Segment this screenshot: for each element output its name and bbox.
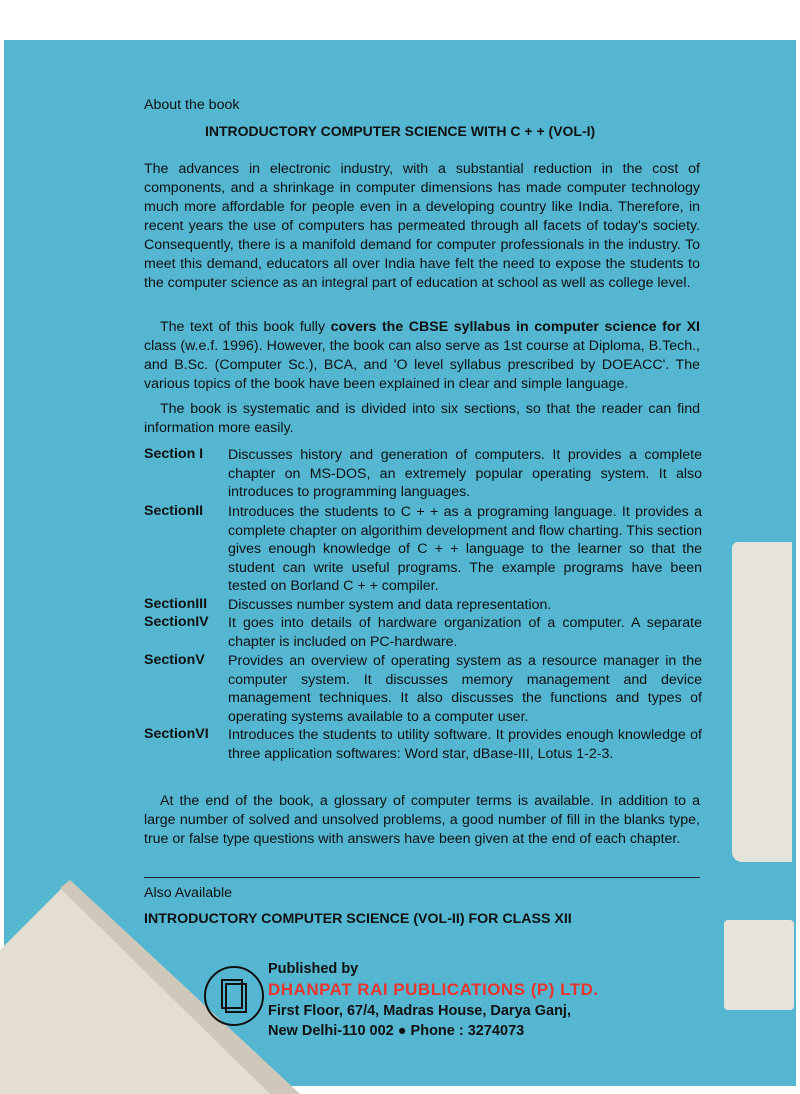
intro-paragraph: The advances in electronic industry, with a substantial reduction in the cost of components, and a shrinkage in computer dimensions has made computer technology much more affordable for people even in a developing country like India. Therefore, in recent years the use of computers has permeated through all facets of today's society. Consequently, there is a manifold demand for computer professionals in the industry. To meet this demand, educators all over India have felt the need to expose the students to the computer science as an integral part of education at school as well as college level. [144, 161, 700, 291]
publisher-address-line1: First Floor, 67/4, Madras House, Darya Ganj, [268, 1003, 571, 1019]
divider [144, 877, 700, 878]
publisher-logo [204, 966, 264, 1026]
syllabus-text-pre: The text of this book fully [160, 319, 331, 335]
structure-paragraph: The book is systematic and is divided into six sections, so that the reader can find information more easily. [144, 401, 700, 436]
section-label: SectionIV [144, 614, 209, 630]
also-available-title: INTRODUCTORY COMPUTER SCIENCE (VOL-II) FOR CLASS XII [144, 911, 572, 927]
section-description: Discusses history and generation of computers. It provides a complete chapter on MS-DOS, an extremely popular operating system. It also introduces to programming languages. [228, 447, 702, 500]
torn-patch [724, 920, 794, 1010]
section-label: SectionIII [144, 596, 208, 612]
section-label: SectionII [144, 503, 204, 519]
about-label: About the book [144, 97, 240, 113]
closing-paragraph: At the end of the book, a glossary of computer terms is available. In addition to a large number of solved and unsolved problems, a good number of fill in the blanks type, true or false type questions with answers have been given at the end of each chapter. [144, 793, 700, 847]
section-description: Discusses number system and data representation. [228, 597, 552, 613]
syllabus-paragraph [144, 318, 700, 394]
section-label: SectionVI [144, 726, 209, 742]
torn-patch [732, 542, 792, 862]
published-by-label: Published by [268, 961, 359, 977]
section-label: SectionV [144, 652, 205, 668]
section-label: Section I [144, 446, 204, 462]
section-description: Introduces the students to utility software. It provides enough knowledge of three application softwares: Word star, dBase-III, Lotus 1-2-3. [228, 727, 702, 762]
section-description: It goes into details of hardware organization of a computer. A separate chapter is included on PC-hardware. [228, 615, 702, 650]
book-title: INTRODUCTORY COMPUTER SCIENCE WITH C + + (VOL-I) [205, 123, 596, 139]
publisher-name: DHANPAT RAI PUBLICATIONS (P) LTD. [268, 980, 599, 999]
publisher-address-line2: New Delhi-110 002 ● Phone : 3274073 [268, 1023, 525, 1039]
section-description: Provides an overview of operating system as a resource manager in the computer system. It discusses memory management and device management techniques. It also discusses the functions and types of operating systems available to a computer user. [228, 653, 702, 725]
syllabus-text-bold: covers the CBSE syllabus in computer science for XI [330, 319, 701, 335]
also-available-label: Also Available [144, 885, 233, 901]
book-icon [206, 968, 262, 1024]
section-description: Introduces the students to C + + as a programing language. It provides a complete chapter on algorithim development and flow charting. This section gives enough knowledge of C + + language to the learner so that the student can write useful programs. The example programs have been tested on Borland C + + compiler. [228, 504, 702, 594]
syllabus-text-post: class (w.e.f. 1996). However, the book can also serve as 1st course at Diploma, B.Tech., and B.Sc. (Computer Sc.), BCA, and 'O level syllabus prescribed by DOEACC'. The various topics of the book have been explained in clear and simple language. [144, 338, 700, 392]
